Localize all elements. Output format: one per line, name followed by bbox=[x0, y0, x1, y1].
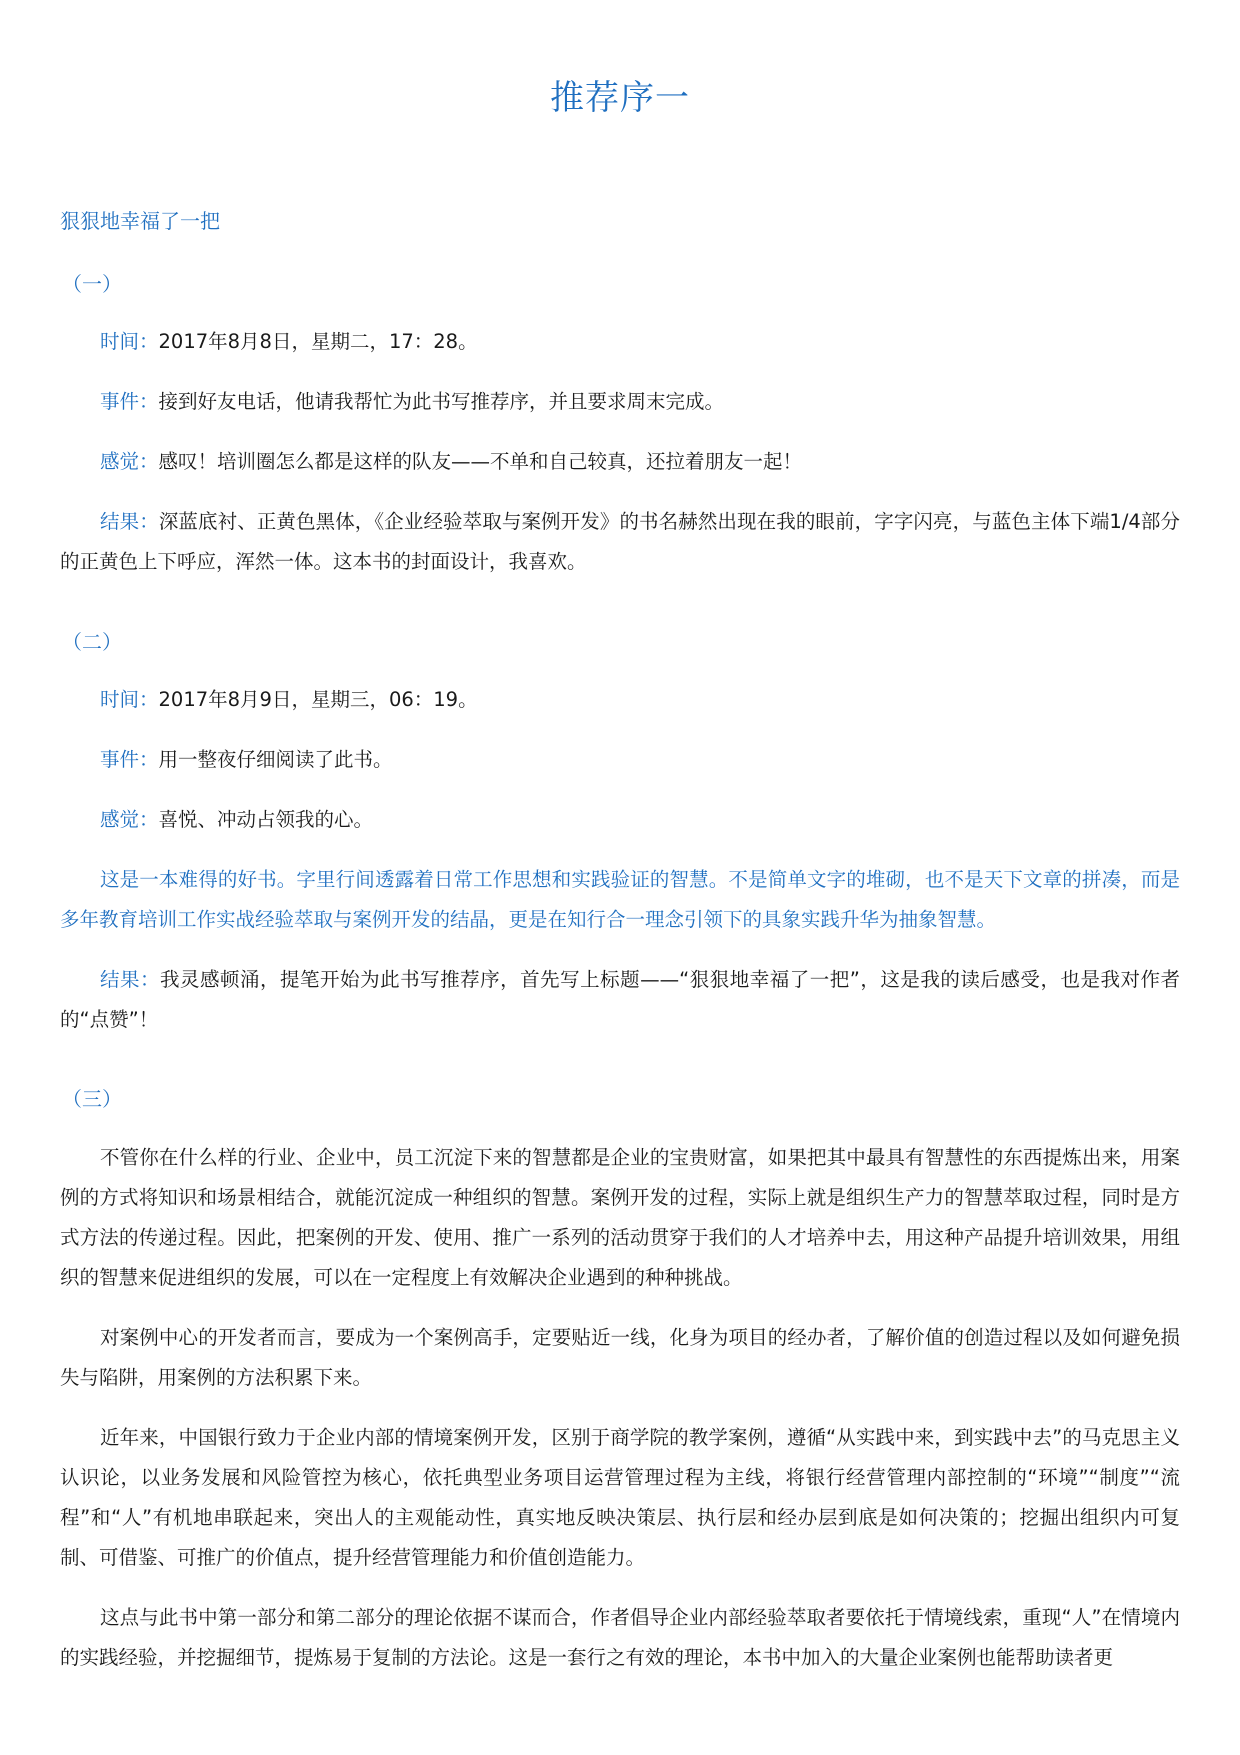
s2-highlight-paragraph: 这是一本难得的好书。字里行间透露着日常工作思想和实践验证的智慧。不是简单文字的堆砌，也不是天下文章的拼凑，而是多年教育培训工作实战经验萃取与案例开发的结晶，更是在知行合一理念引领下的具象实践升华为抽象智慧。 bbox=[60, 868, 1180, 931]
s2-time-label: 时间： bbox=[100, 688, 159, 711]
s1-time-text: 2017年8月8日，星期二，17：28。 bbox=[158, 330, 478, 353]
s3-paragraph-4: 这点与此书中第一部分和第二部分的理论依据不谋而合，作者倡导企业内部经验萃取者要依托于情境线索，重现“人”在情境内的实践经验，并挖掘细节，提炼易于复制的方法论。这是一套行之有效的理论，本书中加入的大量企业案例也能帮助读者更 bbox=[60, 1606, 1180, 1669]
page-title: 推荐序一 bbox=[550, 78, 690, 118]
s1-event-text: 接到好友电话，他请我帮忙为此书写推荐序，并且要求周末完成。 bbox=[158, 390, 725, 413]
s1-feeling-label: 感觉： bbox=[100, 450, 159, 473]
s2-result-label: 结果： bbox=[100, 968, 161, 991]
s1-time-label: 时间： bbox=[100, 330, 159, 353]
s1-result-text: 深蓝底衬、正黄色黑体，《企业经验萃取与案例开发》的书名赫然出现在我的眼前，字字闪亮，与蓝色主体下端1/4部分的正黄色上下呼应，浑然一体。这本书的封面设计，我喜欢。 bbox=[60, 510, 1180, 573]
section-heading-2: （二） bbox=[62, 630, 122, 654]
s1-feeling-paragraph bbox=[60, 442, 1180, 482]
s1-result-label: 结果： bbox=[100, 510, 159, 533]
s2-event-label: 事件： bbox=[100, 748, 159, 771]
s2-time-text: 2017年8月9日，星期三，06：19。 bbox=[158, 688, 478, 711]
s3-paragraph-1: 不管你在什么样的行业、企业中，员工沉淀下来的智慧都是企业的宝贵财富，如果把其中最具有智慧性的东西提炼出来，用案例的方式将知识和场景相结合，就能沉淀成一种组织的智慧。案例开发的过程，实际上就是组织生产力的智慧萃取过程，同时是方式方法的传递过程。因此，把案例的开发、使用、推广一系列的活动贯穿于我们的人才培养中去，用这种产品提升培训效果，用组织的智慧来促进组织的发展，可以在一定程度上有效解决企业遇到的种种挑战。 bbox=[60, 1146, 1180, 1289]
s2-feeling-label: 感觉： bbox=[100, 808, 159, 831]
s2-feeling-text: 喜悦、冲动占领我的心。 bbox=[158, 808, 374, 831]
s1-event-paragraph bbox=[60, 382, 1180, 422]
page-subtitle: 狠狠地幸福了一把 bbox=[60, 209, 220, 233]
s2-event-paragraph bbox=[60, 740, 1180, 780]
s3-paragraph-3: 近年来，中国银行致力于企业内部的情境案例开发，区别于商学院的教学案例，遵循“从实践中来，到实践中去”的马克思主义认识论，以业务发展和风险管控为核心，依托典型业务项目运营管理过程为主线，将银行经营管理内部控制的“环境”“制度”“流程”和“人”有机地串联起来，突出人的主观能动性，真实地反映决策层、执行层和经办层到底是如何决策的；挖掘出组织内可复制、可借鉴、可推广的价值点，提升经营管理能力和价值创造能力。 bbox=[60, 1426, 1180, 1569]
s3-paragraph-2: 对案例中心的开发者而言，要成为一个案例高手，定要贴近一线，化身为项目的经办者，了解价值的创造过程以及如何避免损失与陷阱，用案例的方法积累下来。 bbox=[60, 1326, 1180, 1389]
s2-result-text: 我灵感顿涌，提笔开始为此书写推荐序，首先写上标题——“狠狠地幸福了一把”，这是我的读后感受，也是我对作者的“点赞”！ bbox=[60, 968, 1180, 1031]
section-heading-1: （一） bbox=[62, 272, 122, 296]
s1-result-paragraph bbox=[60, 502, 1180, 582]
s2-event-text: 用一整夜仔细阅读了此书。 bbox=[158, 748, 393, 771]
s1-event-label: 事件： bbox=[100, 390, 159, 413]
s2-time-paragraph bbox=[60, 680, 1180, 720]
s1-time-paragraph bbox=[60, 322, 1180, 362]
s2-result-paragraph bbox=[60, 960, 1180, 1040]
s2-feeling-paragraph bbox=[60, 800, 1180, 840]
s1-feeling-text: 感叹！培训圈怎么都是这样的队友——不单和自己较真，还拉着朋友一起！ bbox=[158, 450, 803, 473]
section-heading-3: （三） bbox=[62, 1087, 122, 1111]
